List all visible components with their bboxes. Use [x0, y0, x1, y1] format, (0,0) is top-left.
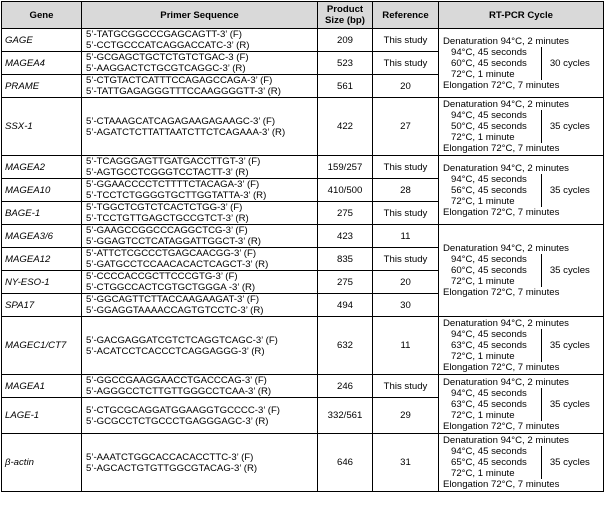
product-size: 246: [318, 375, 373, 398]
product-size: 523: [318, 52, 373, 75]
table-row: [2, 98, 604, 156]
cycle-denaturation: Denaturation 94°C, 2 minutes: [443, 99, 569, 110]
gene-name: LAGE-1: [2, 398, 82, 434]
reference: This study: [373, 156, 439, 179]
cycle-denaturation: Denaturation 94°C, 2 minutes: [443, 243, 569, 254]
reference: 27: [373, 98, 439, 156]
product-size: 159/257: [318, 156, 373, 179]
cycle-steps: [443, 110, 527, 143]
table-row: [2, 156, 604, 179]
primer-sequence: [82, 52, 318, 75]
rt-pcr-cycle: [439, 225, 604, 317]
primer-forward: 5’-TATGCGGCCCGAGCAGTT-3’ (F): [86, 29, 242, 40]
reference: 29: [373, 398, 439, 434]
table-row: [2, 29, 604, 52]
product-size: 423: [318, 225, 373, 248]
cycle-count: 35 cycles: [541, 110, 590, 143]
gene-name: MAGEA2: [2, 156, 82, 179]
cycle-steps-block: [443, 329, 599, 362]
cycle-steps: [443, 329, 527, 362]
reference: 30: [373, 294, 439, 317]
cycle-elongation: Elongation 72°C, 7 minutes: [443, 206, 560, 218]
cycle-step: 72°C, 1 minute: [451, 276, 515, 287]
primer-table: [1, 1, 604, 492]
primer-forward: 5’-GAAGCCGGCCCAGGCTCG-3’ (F): [86, 225, 248, 236]
cycle-elongation: Elongation 72°C, 7 minutes: [443, 479, 560, 490]
product-size: 410/500: [318, 179, 373, 202]
cycle-step: 50°C, 45 seconds: [451, 121, 527, 132]
primer-reverse: 5’-GCGCCTCTGCCCTGAGGGAGC-3’ (R): [86, 415, 269, 427]
cycle-denaturation: Denaturation 94°C, 2 minutes: [443, 376, 569, 388]
cycle-step: 94°C, 45 seconds: [451, 46, 527, 58]
cycle-steps: [443, 446, 527, 479]
reference: 20: [373, 271, 439, 294]
cycle-steps-block: [443, 388, 599, 421]
header-size: Product Size (bp): [318, 2, 373, 29]
cycle-count: 35 cycles: [541, 446, 590, 479]
primer-forward: 5’-TCAGGGAGTTGATGACCTTGT-3’ (F): [86, 156, 261, 167]
cycle-step: 94°C, 45 seconds: [451, 254, 527, 265]
primer-forward: 5’-GGAACCCCTCTTTTCTACAGA-3’ (F): [86, 179, 260, 190]
primer-reverse: 5’-GATGCCTCCAACACACTCAGCT-3’ (R): [86, 259, 269, 270]
primer-reverse: 5’-TCCTCTGGGGTGCTTGGTATTA-3’ (R): [86, 190, 267, 201]
rt-pcr-cycle: [439, 156, 604, 225]
primer-reverse: 5’-AGATCTCTTATTAATCTTCTCAGAAA-3’ (R): [86, 126, 286, 138]
primer-forward: 5’-GGCCGAAGGAACCTGACCCAG-3’ (F): [86, 375, 267, 386]
primer-reverse: 5’-GGAGTCCTCATAGGATTGGCT-3’ (R): [86, 236, 261, 247]
cycle-denaturation: Denaturation 94°C, 2 minutes: [443, 435, 569, 446]
cycle-step: 94°C, 45 seconds: [451, 387, 527, 399]
primer-forward: 5’-TGGCTCGTCTCACTCTGG-3’ (F): [86, 202, 243, 213]
cycle-steps: [443, 254, 527, 287]
header-reference: Reference: [373, 2, 439, 29]
cycle-step: 72°C, 1 minute: [451, 468, 515, 479]
product-size: 561: [318, 75, 373, 98]
cycle-steps: [443, 47, 527, 80]
gene-name: MAGEA10: [2, 179, 82, 202]
primer-sequence: [82, 29, 318, 52]
primer-reverse: 5’-TCCTGTTGAGCTGCCGTCT-3’ (R): [86, 213, 249, 224]
reference: 28: [373, 179, 439, 202]
cycle-step: 94°C, 45 seconds: [451, 446, 527, 457]
primer-sequence: [82, 248, 318, 271]
primer-reverse: 5’-TATTGAGAGGGTTTCCAAGGGGTT-3’ (R): [86, 86, 281, 97]
rt-pcr-cycle: [439, 317, 604, 375]
reference: This study: [373, 248, 439, 271]
primer-reverse: 5’-CTGGCCACTCGTGCTGGGA -3’ (R): [86, 282, 256, 293]
cycle-step: 94°C, 45 seconds: [451, 173, 527, 185]
cycle-count: 35 cycles: [541, 388, 590, 421]
header-cycle: RT-PCR Cycle: [439, 2, 604, 29]
cycle-elongation: Elongation 72°C, 7 minutes: [443, 420, 560, 432]
cycle-steps-block: [443, 446, 599, 479]
gene-name: MAGEA3/6: [2, 225, 82, 248]
reference: 31: [373, 434, 439, 492]
table-row: [2, 434, 604, 492]
gene-name: MAGEA12: [2, 248, 82, 271]
primer-sequence: [82, 75, 318, 98]
primer-forward: 5’-GGCAGTTCTTACCAAGAAGAT-3’ (F): [86, 294, 260, 305]
cycle-denaturation: Denaturation 94°C, 2 minutes: [443, 35, 569, 47]
cycle-steps-block: [443, 47, 599, 80]
header-row: [2, 2, 604, 29]
reference: This study: [373, 375, 439, 398]
cycle-steps-block: [443, 174, 599, 207]
reference: 11: [373, 225, 439, 248]
product-size: 422: [318, 98, 373, 156]
cycle-step: 60°C, 45 seconds: [451, 265, 527, 276]
table-row: [2, 375, 604, 398]
cycle-elongation: Elongation 72°C, 7 minutes: [443, 143, 560, 154]
reference: This study: [373, 29, 439, 52]
cycle-step: 65°C, 45 seconds: [451, 457, 527, 468]
primer-forward: 5’-GCGAGCTGCTCTGTCTGAC-3 (F): [86, 52, 249, 63]
cycle-step: 72°C, 1 minute: [451, 132, 515, 143]
product-size: 494: [318, 294, 373, 317]
primer-sequence: [82, 225, 318, 248]
primer-reverse: 5’-AGCACTGTGTTGGCGTACAG-3’ (R): [86, 462, 258, 474]
primer-reverse: 5’-CCTGCCCATCAGGACCATC-3’ (R): [86, 40, 250, 51]
primer-forward: 5’-CCCCACCGCTTCCCGTG-3’ (F): [86, 271, 238, 282]
primer-sequence: [82, 202, 318, 225]
product-size: 275: [318, 202, 373, 225]
gene-name: SPA17: [2, 294, 82, 317]
cycle-step: 56°C, 45 seconds: [451, 184, 527, 196]
primer-forward: 5’-GACGAGGATCGTCTCAGGTCAGC-3’ (F): [86, 334, 278, 346]
primer-forward: 5’-ATTCTCGCCCTGAGCAACGG-3’ (F): [86, 248, 257, 259]
cycle-step: 60°C, 45 seconds: [451, 57, 527, 69]
reference: This study: [373, 202, 439, 225]
cycle-denaturation: Denaturation 94°C, 2 minutes: [443, 162, 569, 174]
cycle-step: 72°C, 1 minute: [451, 409, 515, 421]
cycle-count: 30 cycles: [541, 47, 590, 80]
primer-sequence: [82, 294, 318, 317]
table-row: [2, 317, 604, 375]
header-gene: Gene: [2, 2, 82, 29]
product-size: 835: [318, 248, 373, 271]
gene-name: MAGEA4: [2, 52, 82, 75]
primer-sequence: [82, 398, 318, 434]
primer-sequence: [82, 156, 318, 179]
table-row: [2, 225, 604, 248]
gene-name: β-actin: [2, 434, 82, 492]
primer-forward: 5’-CTAAAGCATCAGAGAAGAGAAGC-3’ (F): [86, 115, 276, 127]
cycle-denaturation: Denaturation 94°C, 2 minutes: [443, 318, 569, 329]
cycle-steps-block: [443, 254, 599, 287]
cycle-step: 63°C, 45 seconds: [451, 340, 527, 351]
product-size: 646: [318, 434, 373, 492]
gene-name: MAGEC1/CT7: [2, 317, 82, 375]
reference: This study: [373, 52, 439, 75]
primer-reverse: 5’-ACATCCTCACCCTCAGGAGGG-3’ (R): [86, 345, 265, 357]
primer-forward: 5’-CTGTACTCATTTCCAGAGCCAGA-3’ (F): [86, 75, 273, 86]
reference: 11: [373, 317, 439, 375]
cycle-step: 72°C, 1 minute: [451, 68, 515, 80]
rt-pcr-cycle: [439, 29, 604, 98]
header-primer: Primer Sequence: [82, 2, 318, 29]
primer-reverse: 5’-AGTGCCTCGGGTCCTACTT-3’ (R): [86, 167, 249, 178]
primer-sequence: [82, 179, 318, 202]
product-size: 275: [318, 271, 373, 294]
rt-pcr-cycle: [439, 375, 604, 434]
cycle-step: 94°C, 45 seconds: [451, 329, 527, 340]
cycle-step: 72°C, 1 minute: [451, 195, 515, 207]
primer-reverse: 5’-AGGGCCTCTTGTTGGGCCTCAA-3’ (R): [86, 386, 272, 397]
primer-forward: 5’-CTGCGCAGGATGGAAGGTGCCCC-3’ (F): [86, 404, 281, 416]
gene-name: SSX-1: [2, 98, 82, 156]
rt-pcr-cycle: [439, 434, 604, 492]
cycle-step: 94°C, 45 seconds: [451, 110, 527, 121]
primer-sequence: [82, 434, 318, 492]
gene-name: NY-ESO-1: [2, 271, 82, 294]
primer-sequence: [82, 317, 318, 375]
cycle-step: 63°C, 45 seconds: [451, 398, 527, 410]
cycle-steps: [443, 174, 527, 207]
product-size: 209: [318, 29, 373, 52]
cycle-steps-block: [443, 110, 599, 143]
primer-sequence: [82, 98, 318, 156]
gene-name: MAGEA1: [2, 375, 82, 398]
product-size: 332/561: [318, 398, 373, 434]
cycle-elongation: Elongation 72°C, 7 minutes: [443, 362, 560, 373]
cycle-elongation: Elongation 72°C, 7 minutes: [443, 287, 560, 298]
cycle-count: 35 cycles: [541, 254, 590, 287]
reference: 20: [373, 75, 439, 98]
primer-reverse: 5’-GGAGGTAAAACCAGTGTCCTC-3’ (R): [86, 305, 264, 316]
primer-sequence: [82, 271, 318, 294]
primer-sequence: [82, 375, 318, 398]
cycle-count: 35 cycles: [541, 329, 590, 362]
cycle-step: 72°C, 1 minute: [451, 351, 515, 362]
gene-name: PRAME: [2, 75, 82, 98]
gene-name: BAGE-1: [2, 202, 82, 225]
cycle-elongation: Elongation 72°C, 7 minutes: [443, 79, 560, 91]
primer-forward: 5’-AAATCTGGCACCACACCTTC-3’ (F): [86, 451, 254, 463]
gene-name: GAGE: [2, 29, 82, 52]
rt-pcr-cycle: [439, 98, 604, 156]
cycle-steps: [443, 388, 527, 421]
product-size: 632: [318, 317, 373, 375]
cycle-count: 35 cycles: [541, 174, 590, 207]
primer-reverse: 5’-AAGGACTCTGCGTCAGGC-3’ (R): [86, 63, 246, 74]
